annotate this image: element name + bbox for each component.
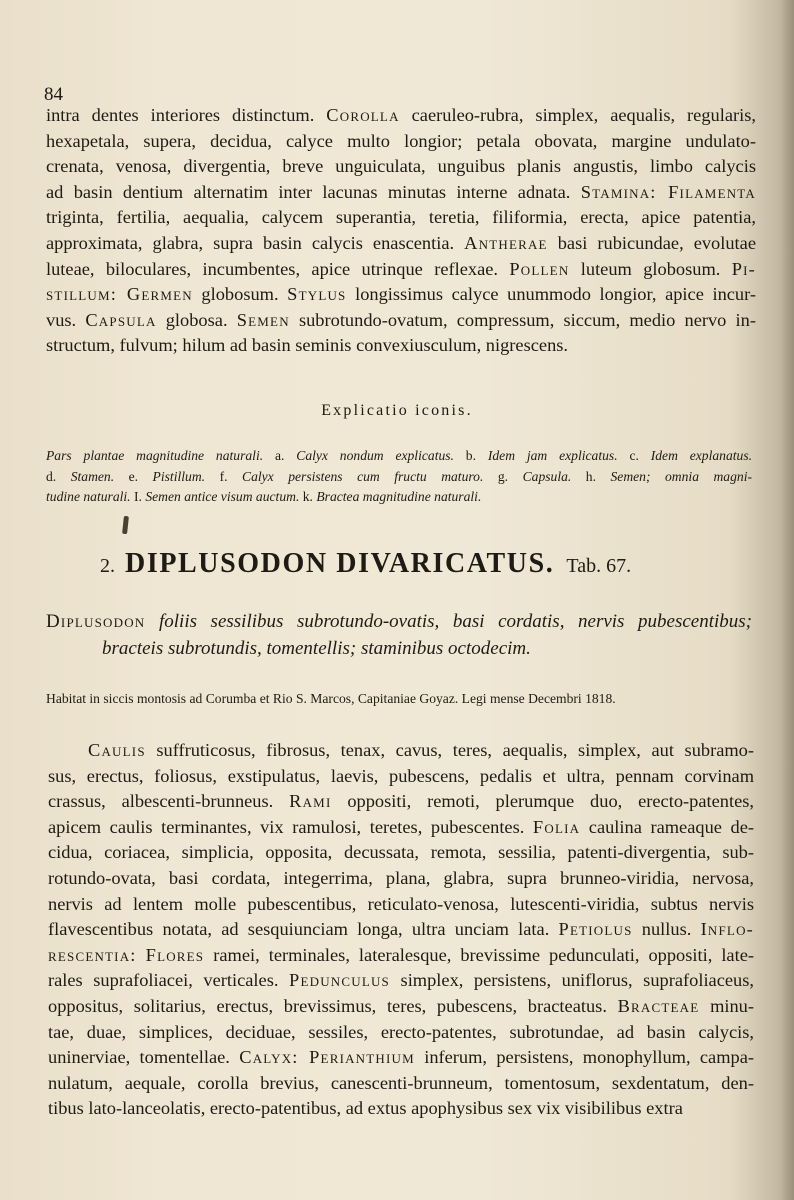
description-line: rales suprafoliacei, verticales. Pedunculus simplex, persistens, uniflorus, suprafoliaceus, bbox=[48, 970, 754, 991]
page-edge-shadow bbox=[780, 0, 794, 1200]
description-term: Bracteae bbox=[617, 995, 700, 1016]
intro-term: Semen bbox=[236, 309, 290, 330]
explicatio-term: h. bbox=[585, 468, 596, 484]
intro-line: hexapetala, supera, decidua, calyce multo longior; petala obovata, margine undulato- bbox=[46, 130, 756, 151]
description-term: rescentia: bbox=[48, 944, 137, 965]
explicatio-paragraph bbox=[46, 446, 752, 508]
page-number: 84 bbox=[44, 84, 63, 105]
intro-line: vus. Capsula globosa. Semen subrotundo-ovatum, compressum, siccum, medio nervo in- bbox=[46, 309, 756, 330]
description-line: oppositus, solitarius, erectus, brevissimus, teres, pubescens, bracteatus. Bracteae minu- bbox=[48, 995, 754, 1016]
intro-line: triginta, fertilia, aequalia, calycem superantia, teretia, filiformia, erecta, apice patentia, bbox=[46, 207, 756, 228]
description-line: apicem caulis terminantes, vix ramulosi, teretes, pubescentes. Folia caulina rameaque de- bbox=[48, 816, 754, 837]
habitat-text bbox=[46, 690, 670, 708]
description-line: nulatum, aequale, corolla brevius, canescenti-brunneum, tomentosum, sexdentatum, den- bbox=[48, 1072, 754, 1093]
explicatio-line: tudine naturali. I. Semen antice visum auctum. k. Bractea magnitudine naturali. bbox=[46, 489, 482, 504]
explicatio-term: b. bbox=[465, 448, 476, 463]
description-term: Pedunculus bbox=[289, 970, 390, 991]
species-name: DIPLUSODON DIVARICATUS. bbox=[125, 548, 555, 579]
description-line: flavescentibus notata, ad sesquiunciam longa, ultra unciam lata. Petiolus nullus. Inflo- bbox=[48, 919, 754, 940]
diagnosis-line: bracteis subrotundis, tomentellis; staminibus octodecim. bbox=[102, 638, 531, 659]
description-line: tae, duae, simplices, deciduae, sessiles, erecto-patentes, subrotundae, ad basin calycis, bbox=[48, 1021, 754, 1042]
intro-line: approximata, glabra, supra basin calycis enascentia. Antherae basi rubicundae, evolutae bbox=[46, 232, 756, 253]
description-line: rescentia: Flores ramei, terminales, lateralesque, brevissime pedunculati, oppositi, late- bbox=[48, 944, 754, 965]
explicatio-term: k. bbox=[302, 489, 313, 504]
description-term: Caulis bbox=[88, 740, 146, 760]
description-term: Petiolus bbox=[558, 919, 633, 940]
explicatio-line: d. Stamen. e. Pistillum. f. Calyx persistens cum fructu maturo. g. Capsula. h. Semen; omnia magni- bbox=[46, 468, 752, 484]
description-term: Inflo- bbox=[700, 919, 754, 940]
description-line: cidua, coriacea, simplicia, opposita, decussata, remota, sessilia, patenti-divergentia, sub- bbox=[48, 842, 754, 863]
explicatio-term: a. bbox=[274, 448, 285, 463]
explicatio-term: e. bbox=[128, 468, 139, 484]
diagnosis-paragraph bbox=[46, 608, 752, 662]
intro-paragraph bbox=[46, 103, 756, 359]
description-term: Flores bbox=[145, 944, 205, 965]
description-line: nervis ad lentem molle pubescentibus, reticulato-venosa, lutescenti-viridia, subtus nervis bbox=[48, 893, 754, 914]
intro-term: Antherae bbox=[464, 232, 548, 253]
intro-line: structum, fulvum; hilum ad basin seminis convexiusculum, nigrescens. bbox=[46, 335, 569, 356]
explicatio-heading: Explicatio iconis. bbox=[321, 402, 473, 419]
intro-line: stillum: Germen globosum. Stylus longissimus calyce unummodo longior, apice incur- bbox=[46, 284, 756, 305]
intro-term: Corolla bbox=[326, 105, 400, 125]
intro-line: luteae, biloculares, incumbentes, apice utrinque reflexae. Pollen luteum globosum. Pi- bbox=[46, 258, 756, 279]
intro-term: Stamina: Filamenta bbox=[580, 181, 756, 202]
description-paragraph bbox=[48, 738, 754, 1122]
description-term: Folia bbox=[532, 816, 581, 837]
description-line: rotundo-ovata, basi cordata, integerrima, plana, glabra, supra brunneo-viridia, nervosa, bbox=[48, 867, 754, 888]
description-line: uninerviae, tomentellae. Calyx: Perianthium inferum, persistens, monophyllum, campa- bbox=[48, 1047, 754, 1068]
intro-term: Pollen bbox=[509, 258, 570, 279]
intro-term: Stylus bbox=[287, 284, 347, 305]
explicatio-term: g. bbox=[497, 468, 509, 484]
species-number: 2. bbox=[100, 555, 115, 577]
species-heading bbox=[100, 546, 631, 584]
intro-line: intra dentes interiores distinctum. Corolla caeruleo-rubra, simplex, aequalis, regularis, bbox=[46, 105, 756, 125]
intro-line: crenata, venosa, divergentia, breve unguiculata, unguibus planis angustis, limbo calycis bbox=[46, 156, 756, 177]
diagnosis-term: Diplusodon bbox=[46, 611, 146, 632]
habitat-line: Habitat in siccis montosis ad Corumba et Rio S. Marcos, Capitaniae Goyaz. Legi mense Decembri 1818. bbox=[46, 691, 616, 706]
explicatio-term: d. bbox=[46, 468, 57, 484]
intro-term: stillum: Germen bbox=[46, 284, 193, 305]
intro-line: ad basin dentium alternatim inter lacunas minutas interne adnata. Stamina: Filamenta bbox=[46, 181, 756, 202]
description-line: crassus, albescenti-brunneus. Rami oppositi, remoti, plerumque duo, erecto-patentes, bbox=[48, 791, 754, 812]
explicatio-term: c. bbox=[629, 448, 639, 463]
diagnosis-line: Diplusodon foliis sessilibus subrotundo-ovatis, basi cordatis, nervis pubescentibus; bbox=[46, 611, 752, 632]
explicatio-line: Pars plantae magnitudine naturali. a. Calyx nondum explicatus. b. Idem jam explicatus. c. Idem explanatus. bbox=[46, 448, 752, 463]
description-line: Caulis suffruticosus, fibrosus, tenax, cavus, teres, aequalis, simplex, aut subramo- bbox=[88, 740, 754, 760]
explicatio-term: f. bbox=[219, 468, 228, 484]
description-term: Rami bbox=[289, 791, 332, 812]
description-line: tibus lato-lanceolatis, erecto-patentibus, ad extus apophysibus sex vix visibilibus extra bbox=[48, 1098, 683, 1119]
description-line: sus, erectus, foliosus, exstipulatus, laevis, pubescens, pedalis et ultra, pennam corvinam bbox=[48, 765, 754, 786]
ink-blot-mark bbox=[122, 516, 129, 534]
intro-term: Pi- bbox=[731, 258, 756, 279]
plate-reference: Tab. 67. bbox=[566, 555, 632, 577]
intro-term: Capsula bbox=[85, 309, 157, 330]
explicatio-term: I. bbox=[133, 489, 142, 504]
description-term: Calyx: Perianthium bbox=[239, 1047, 415, 1068]
